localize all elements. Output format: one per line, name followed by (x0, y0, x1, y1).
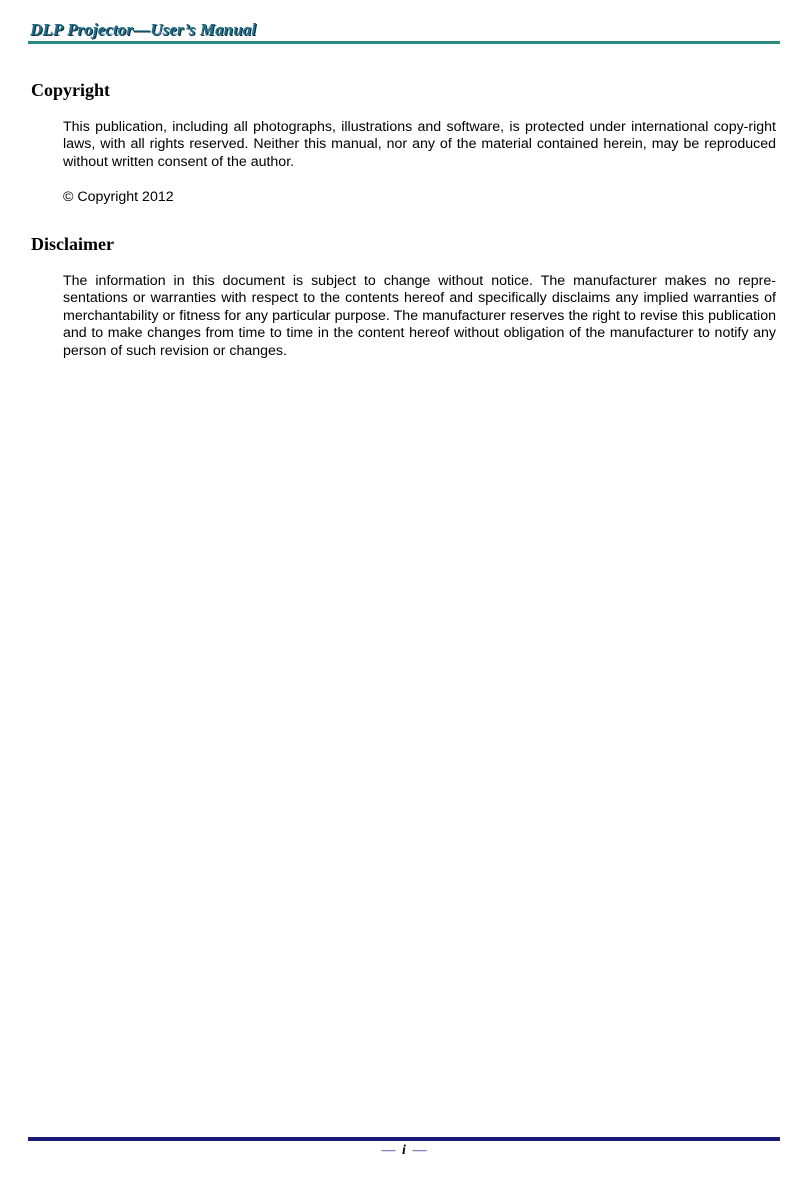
page-footer (0, 1143, 808, 1159)
footer-dash-left: — (381, 1143, 396, 1158)
header-rule (28, 41, 780, 44)
copyright-paragraph: This publication, including all photographs, illustrations and software, is protected under international copy-right laws, with all rights reserved. Neither this manual, nor any of the material contained herein, may be reproduced without written consent of the author. (63, 119, 776, 170)
page-header (28, 18, 780, 46)
manual-title: DLP Projector—User’s Manual (30, 20, 257, 39)
copyright-notice: © Copyright 2012 (63, 189, 174, 205)
footer-dash-right: — (412, 1143, 427, 1158)
page-number: i (402, 1143, 406, 1158)
disclaimer-heading: Disclaimer (31, 234, 114, 254)
footer-rule (28, 1137, 780, 1141)
disclaimer-paragraph: The information in this document is subject to change without notice. The manufacturer makes no repre-sentations or warranties with respect to the contents hereof and specifically disclaims any implied warranties of merchantability or fitness for any particular purpose. The manufacturer reserves the right to revise this publication and to make changes from time to time in the content hereof without obligation of the manufacturer to notify any person of such revision or changes. (63, 273, 776, 359)
copyright-heading: Copyright (31, 80, 111, 100)
